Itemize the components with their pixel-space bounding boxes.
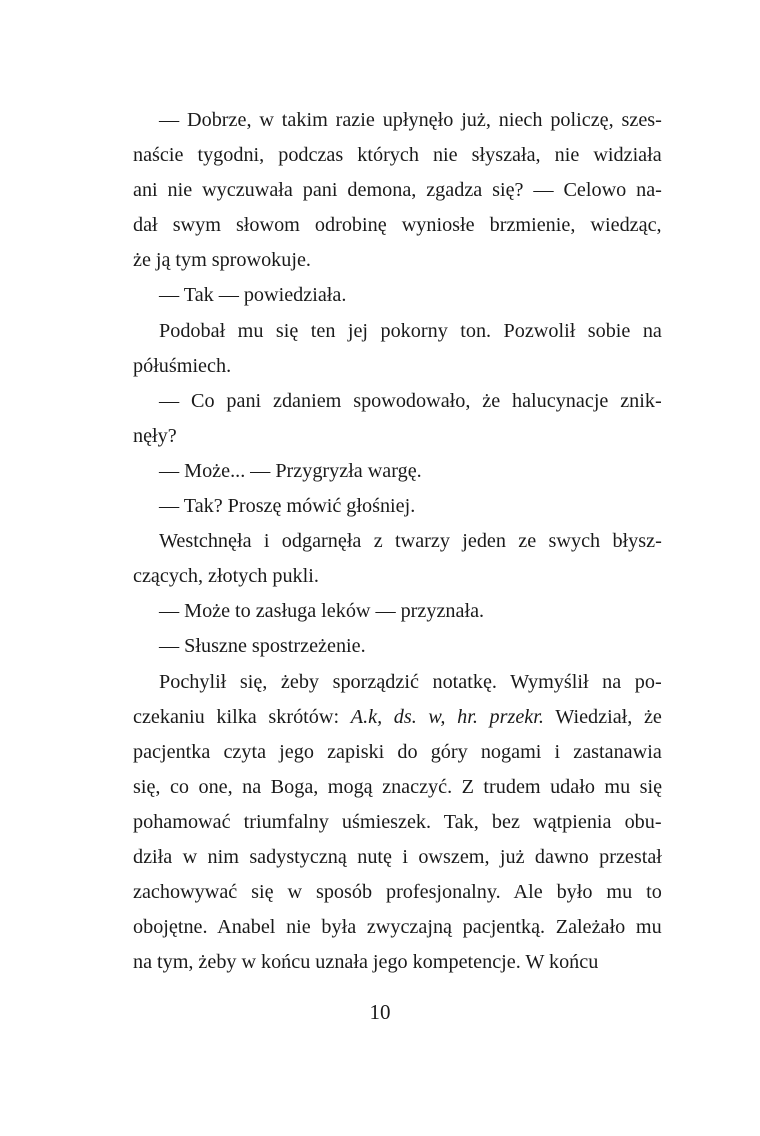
text-line: — Tak? Proszę mówić głośniej. — [159, 495, 416, 518]
paragraph — [133, 665, 661, 981]
text-line-content: ani nie wyczuwała pani demona, zgadza się? — Celowo na- — [133, 179, 662, 202]
line-prefix: czekaniu kilka skrótów: — [133, 705, 351, 728]
text-line-content: pacjentka czyta jego zapiski do góry nogami i zastanawia — [133, 740, 662, 763]
text-line — [133, 314, 687, 349]
text-line: — Może... — Przygryzła wargę. — [159, 459, 422, 482]
text-line-content — [133, 700, 662, 735]
text-line: — Tak — powiedziała. — [159, 284, 347, 307]
text-line — [133, 910, 661, 945]
text-line — [133, 735, 661, 770]
text-line — [133, 173, 661, 208]
text-line-content: dziła w nim sadystyczną nutę i owszem, już dawno przestał — [133, 845, 662, 868]
text-line — [133, 384, 687, 419]
text-line-content: — Dobrze, w takim razie upłynęło już, niech policzę, szes- — [159, 109, 662, 131]
body-text-block — [133, 103, 661, 980]
text-line: czących, złotych pukli. — [133, 565, 319, 588]
italic-abbreviations: A.k, ds. w, hr. przekr. — [350, 705, 544, 728]
text-line-content: obojętne. Anabel nie była zwyczajną pacjentką. Zależało mu — [133, 916, 662, 939]
text-line-content: zachowywać się w sposób profesjonalny. Ale było mu to — [133, 881, 662, 904]
text-line-content: Podobał mu się ten jej pokorny ton. Pozwolił sobie na — [159, 319, 662, 342]
text-line — [133, 840, 661, 875]
paragraph — [133, 454, 661, 489]
paragraph — [133, 314, 661, 384]
text-line: — Słuszne spostrzeżenie. — [159, 635, 366, 658]
paragraph — [133, 103, 661, 278]
paragraph — [133, 489, 661, 524]
page-number: 10 — [369, 1000, 391, 1024]
text-line: nęły? — [133, 424, 177, 447]
text-line: że ją tym sprowokuje. — [133, 249, 311, 272]
text-line-content: Pochylił się, żeby sporządzić notatkę. Wymyślił na po- — [159, 670, 662, 693]
text-line — [133, 875, 661, 910]
paragraph — [133, 524, 661, 594]
text-line — [133, 805, 661, 840]
paragraph — [133, 594, 661, 629]
text-line — [133, 665, 687, 700]
text-line — [133, 138, 661, 173]
text-line — [133, 208, 661, 243]
text-line-content: pohamować triumfalny uśmieszek. Tak, bez wątpienia obu- — [133, 810, 662, 833]
text-line — [133, 770, 661, 805]
text-line-content: dał swym słowom odrobinę wyniosłe brzmienie, wiedząc, — [133, 214, 662, 237]
text-line: — Może to zasługa leków — przyznała. — [159, 600, 485, 623]
text-line-content: naście tygodni, podczas których nie słyszała, nie widziała — [133, 144, 662, 167]
text-line-content: się, co one, na Boga, mogą znaczyć. Z trudem udało mu się — [133, 775, 663, 798]
paragraph — [133, 384, 661, 454]
text-line-content: — Co pani zdaniem spowodowało, że halucynacje znik- — [159, 389, 662, 412]
line-suffix: Wiedział, że — [543, 705, 662, 728]
text-line — [133, 524, 687, 559]
text-line: półuśmiech. — [133, 354, 232, 377]
paragraph — [133, 278, 661, 313]
text-line: na tym, żeby w końcu uznała jego kompetencje. W końcu — [133, 951, 599, 974]
text-line-with-italics — [133, 700, 661, 735]
paragraph — [133, 629, 661, 664]
text-line-content: Westchnęła i odgarnęła z twarzy jeden ze swych błysz- — [159, 530, 662, 553]
text-line — [133, 103, 687, 138]
